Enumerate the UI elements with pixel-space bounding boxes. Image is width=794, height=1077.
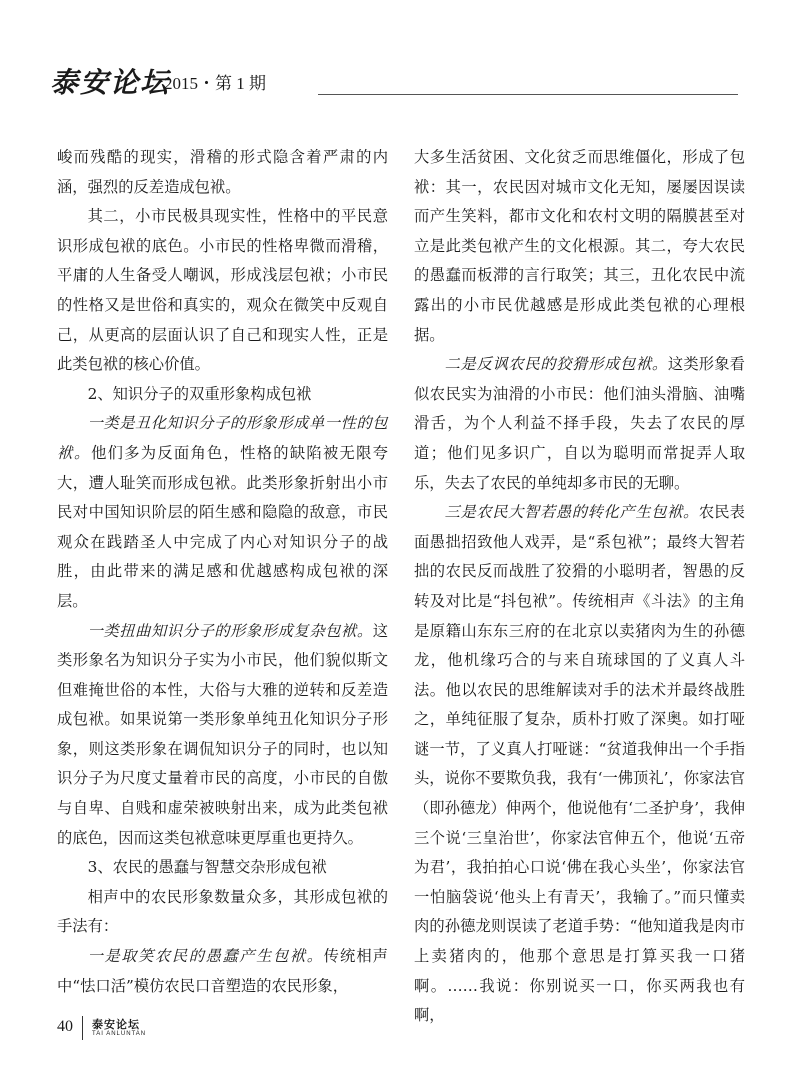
page-number: 40 <box>57 1018 73 1035</box>
issue-label: 2015・第 1 期 <box>164 74 266 93</box>
paragraph: 其二，小市民极具现实性，性格中的平民意识形成包袱的底色。小市民的性格卑微而滑稽，平庸的人生备受人嘲讽，形成浅层包袱；小市民的性格又是世俗和真实的，观众在微笑中反观自己，从更高的层面认识了自己和现实人性，正是此类包袱的核心价值。 <box>57 207 388 374</box>
journal-title: 泰安论坛 <box>50 66 171 99</box>
running-header <box>50 66 738 100</box>
footer-journal-pinyin: TAI ANLUNTAN <box>92 1031 147 1037</box>
subheading-inline: 二是反讽农民的狡猾形成包袱。 <box>444 355 668 374</box>
section-heading: 2、知识分子的双重形象构成包袱 <box>87 384 312 403</box>
paragraph: 一类扭曲知识分子的形象形成复杂包袱。这类形象名为知识分子实为小市民，他们貌似斯文但难掩世俗的本性，大俗与大雅的逆转和反差造成包袱。如果说第一类形象单纯丑化知识分子形象，则这类形象在调侃知识分子的同时，也以知识分子为尺度丈量着市民的高度，小市民的自傲与自卑、自贱和虚荣被映射出来，成为此类包袱的底色，因而这类包袱意味更厚重也更持久。 <box>57 621 388 847</box>
left-column <box>57 143 388 1001</box>
paragraph: 一类是丑化知识分子的形象形成单一性的包袱。他们多为反面角色，性格的缺陷被无限夸大，遭人耻笑而形成包袱。此类形象折射出小市民对中国知识阶层的陌生感和隐隐的敌意，市民观众在践踏圣人中完成了内心对知识分子的战胜，由此带来的满足感和优越感构成包袱的深层。 <box>57 414 388 610</box>
paragraph: 峻而残酷的现实，滑稽的形式隐含着严肃的内涵，强烈的反差造成包袱。 <box>57 148 388 196</box>
subheading-inline: 一是取笑农民的愚蠢产生包袱。 <box>87 947 324 966</box>
subheading-inline: 一类是丑化知识分子的形象形成单一性的包袱。 <box>57 414 388 462</box>
footer-divider <box>82 1016 83 1040</box>
paragraph: 二是反讽农民的狡猾形成包袱。这类形象看似农民实为油滑的小市民：他们油头滑脑、油嘴滑舌，为个人利益不择手段，失去了农民的厚道；他们见多识广，自以为聪明而常捉弄人取乐，失去了农民的单纯却多市民的无聊。 <box>414 355 745 492</box>
section-heading: 3、农民的愚蠢与智慧交杂形成包袱 <box>87 858 327 877</box>
paragraph: 三是农民大智若愚的转化产生包袱。农民表面愚拙招致他人戏弄，是“系包袱”；最终大智若拙的农民反而战胜了狡猾的小聪明者，智愚的反转及对比是“抖包袱”。传统相声《斗法》的主角是原籍山东东三府的在北京以卖猪肉为生的孙德龙，他机缘巧合的与来自琉球国的了义真人斗法。他以农民的思维解读对手的法术并最终战胜之，单纯征服了复杂，质朴打败了深奥。如打哑谜一节，了义真人打哑谜：“贫道我伸出一个手指头，说你不要欺负我，我有‘一佛顶礼’，你家法官（即孙德龙）伸两个，他说他有‘二圣护身’，我伸三个说‘三皇治世’，你家法官伸五个，他说‘五帝为君’，我拍拍心口说‘佛在我心头坐’，你家法官一怕脑袋说‘他头上有青天’，我输了。”而只懂卖肉的孙德龙则误读了老道手势：“他知道我是肉市上卖猪肉的，他那个意思是打算买我一口猪啊。……我说：你别说买一口，你买两我也有啊， <box>414 503 745 1025</box>
subheading-inline: 三是农民大智若愚的转化产生包袱。 <box>444 503 699 522</box>
right-column <box>414 143 745 1031</box>
paragraph: 大多生活贫困、文化贫乏而思维僵化，形成了包袱：其一，农民因对城市文化无知，屡屡因误读而产生笑料，都市文化和农村文明的隔膜甚至对立是此类包袱产生的文化根源。其二，夸大农民的愚蠢而板滞的言行取笑；其三，丑化农民中流露出的小市民优越感是形成此类包袱的心理根据。 <box>414 148 745 344</box>
paragraph: 一是取笑农民的愚蠢产生包袱。传统相声中“怯口活”模仿农民口音塑造的农民形象， <box>57 947 388 995</box>
paragraph: 相声中的农民形象数量众多，其形成包袱的手法有： <box>57 887 388 936</box>
subheading-inline: 一类扭曲知识分子的形象形成复杂包袱。 <box>87 621 373 640</box>
header-rule <box>318 94 738 95</box>
footer-journal-name: 泰安论坛 <box>92 1018 140 1031</box>
